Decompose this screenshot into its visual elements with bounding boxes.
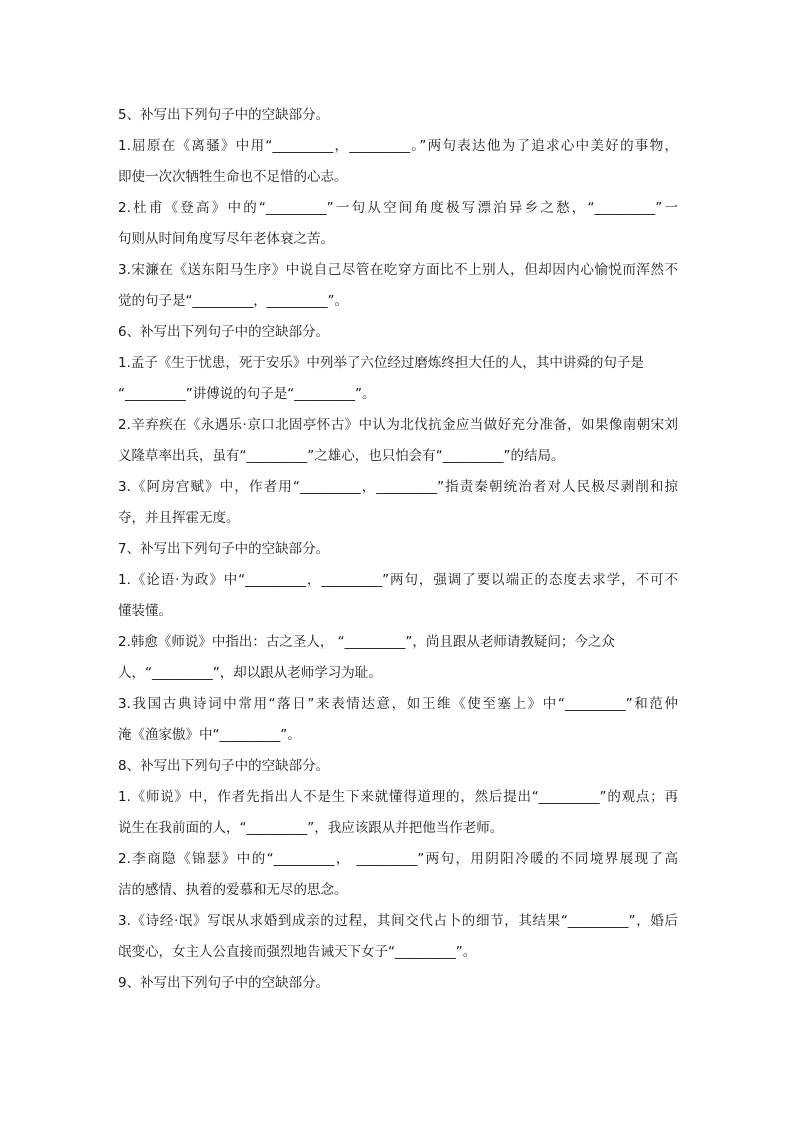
question-5-3-line-2: 觉的句子是“_________，_________”。 — [118, 293, 348, 309]
section-heading-6: 6、补写出下列句子中的空缺部分。 — [118, 324, 330, 340]
question-7-1-line-1: 1.《论语·为政》中“_________，_________”两句，强调了要以端正的态度去求学，不可不 — [118, 572, 678, 588]
section-heading-9: 9、补写出下列句子中的空缺部分。 — [118, 975, 330, 991]
question-7-1-line-2: 懂装懂。 — [118, 603, 172, 619]
question-5-2-line-1: 2.杜甫《登高》中的“_________”一句从空间角度极写漂泊异乡之愁，“_________”一 — [118, 200, 678, 216]
document-body — [118, 100, 678, 999]
question-5-2-line-2: 句则从时间角度写尽年老体衰之苦。 — [118, 231, 334, 247]
question-7-2-line-2: 人，“_________”，却以跟从老师学习为耻。 — [118, 665, 382, 681]
question-6-2-line-1: 2.辛弃疾在《永遇乐·京口北固亭怀古》中认为北伐抗金应当做好充分准备，如果像南朝宋刘 — [118, 417, 678, 433]
question-8-3-line-2: 氓变心，女主人公直接而强烈地告诫天下女子“_________”。 — [118, 944, 477, 960]
question-6-1-line-2: “_________”讲傅说的句子是“_________”。 — [118, 386, 376, 402]
question-8-1-line-1: 1.《师说》中，作者先指出人不是生下来就懂得道理的，然后提出“_________”的观点；再 — [118, 789, 678, 805]
question-7-3-line-2: 淹《渔家傲》中“_________”。 — [118, 727, 301, 743]
question-5-1-line-1: 1.屈原在《离骚》中用“_________，_________。”两句表达他为了追求心中美好的事物， — [118, 138, 678, 154]
section-heading-5: 5、补写出下列句子中的空缺部分。 — [118, 107, 330, 123]
question-6-3-line-2: 夺，并且挥霍无度。 — [118, 510, 240, 526]
question-7-3-line-1: 3.我国古典诗词中常用“落日”来表情达意，如王维《使至塞上》中“_________”和范仲 — [118, 696, 678, 712]
question-8-3-line-1: 3.《诗经·氓》写氓从求婚到成亲的过程，其间交代占卜的细节，其结果“_________”，婚后 — [118, 913, 678, 929]
question-5-3-line-1: 3.宋濂在《送东阳马生序》中说自己尽管在吃穿方面比不上别人，但却因内心愉悦而浑然不 — [118, 262, 678, 278]
question-6-3-line-1: 3.《阿房宫赋》中，作者用“_________，_________”指责秦朝统治者对人民极尽剥削和掠 — [118, 479, 678, 495]
section-heading-7: 7、补写出下列句子中的空缺部分。 — [118, 541, 330, 557]
question-8-2-line-2: 洁的感情、执着的爱慕和无尽的思念。 — [118, 882, 348, 898]
question-7-2-line-1: 2.韩愈《师说》中指出：古之圣人， “_________”，尚且跟从老师请教疑问；今之众 — [118, 634, 615, 650]
question-8-2-line-1: 2.李商隐《锦瑟》中的“_________， _________”两句，用阴阳冷暖的不同境界展现了高 — [118, 851, 678, 867]
question-5-1-line-2: 即使一次次牺牲生命也不足惜的心志。 — [118, 169, 348, 185]
section-heading-8: 8、补写出下列句子中的空缺部分。 — [118, 758, 330, 774]
question-6-1-line-1: 1.孟子《生于忧患，死于安乐》中列举了六位经过磨炼终担大任的人，其中讲舜的句子是 — [118, 355, 644, 371]
question-8-1-line-2: 说生在我前面的人，“_________”，我应该跟从并把他当作老师。 — [118, 820, 504, 836]
question-6-2-line-2: 义隆草率出兵，虽有“_________”之雄心，也只怕会有“_________”的结局。 — [118, 448, 565, 464]
